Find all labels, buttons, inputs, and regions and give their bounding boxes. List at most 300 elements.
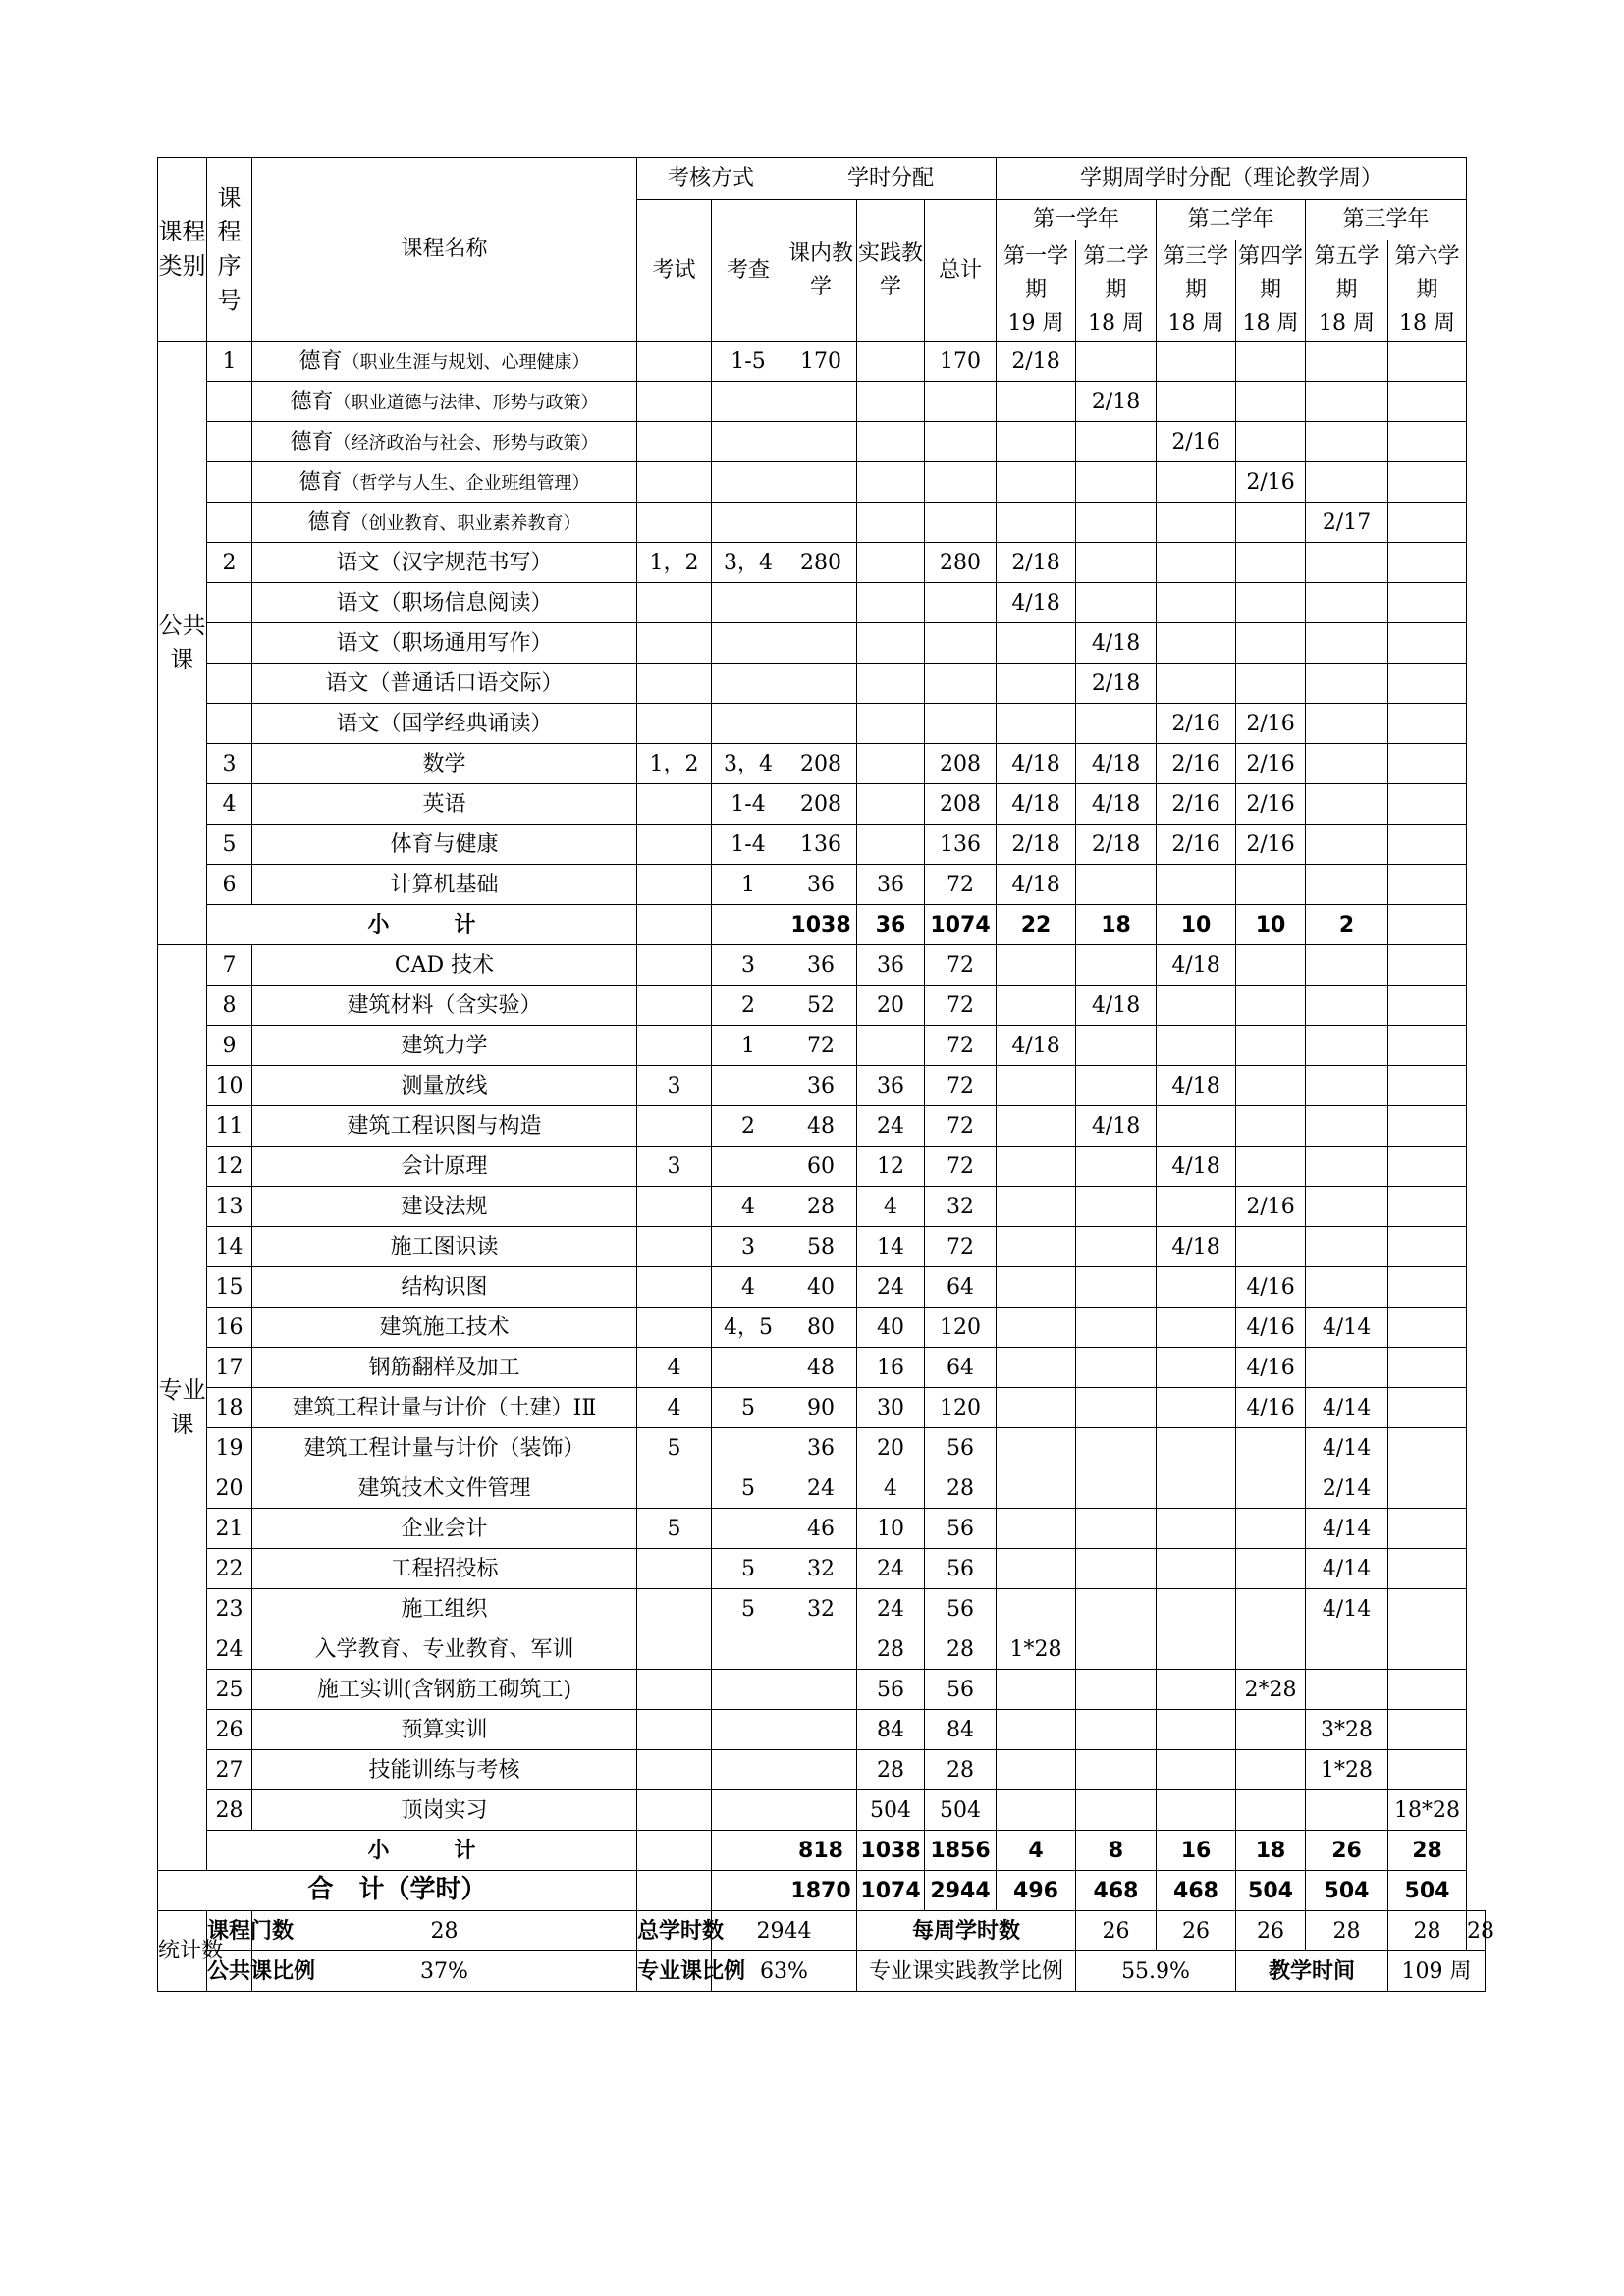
term-2-cell: 2/18 [1076,382,1157,422]
term-4-cell [1236,422,1306,462]
in-class-cell: 52 [785,986,857,1026]
course-name: 建筑施工技术 [379,1314,510,1340]
exam-cell: 1，2 [637,543,712,583]
term-2-cell [1076,1066,1157,1106]
term-6-cell [1388,1388,1467,1428]
grand-total-practice: 1074 [857,1871,925,1911]
header-practice: 实践教学 [857,200,925,342]
term-4-cell [1236,1147,1306,1187]
check-cell: 3 [712,945,785,986]
course-name-cell [252,1509,637,1549]
category-public [158,342,207,945]
seq-cell: 19 [207,1428,252,1468]
course-name-cell [252,543,637,583]
course-name-cell [252,744,637,784]
term-5-cell [1306,784,1388,825]
subtotal-term-2: 8 [1076,1831,1157,1871]
term-2-cell [1076,1468,1157,1509]
course-name-cell [252,1066,637,1106]
practice-cell: 56 [857,1670,925,1710]
table-row [158,1106,1486,1147]
total-cell [925,623,997,664]
seq-cell: 9 [207,1026,252,1066]
check-cell [712,704,785,744]
course-name-cell [252,382,637,422]
seq-cell: 23 [207,1589,252,1629]
seq-cell: 4 [207,784,252,825]
course-name: 工程招投标 [390,1556,499,1581]
table-row [158,1267,1486,1308]
term-4-cell [1236,945,1306,986]
course-name: 入学教育、专业教育、军训 [314,1636,574,1662]
practice-cell [857,462,925,503]
term-5-cell [1306,1187,1388,1227]
check-cell [712,503,785,543]
term-3-cell [1157,986,1236,1026]
term-5-cell [1306,543,1388,583]
practice-cell: 24 [857,1589,925,1629]
practice-cell [857,543,925,583]
term-4-cell [1236,1468,1306,1509]
exam-cell [637,1589,712,1629]
term-5-cell: 4/14 [1306,1428,1388,1468]
total-cell [925,503,997,543]
term-4-cell: 4/16 [1236,1267,1306,1308]
course-name: 德育 [298,348,343,374]
course-name-cell [252,1589,637,1629]
term-3-cell [1157,503,1236,543]
subtotal-row [158,1831,1486,1871]
term-2-cell: 4/18 [1076,986,1157,1026]
term-3-cell: 4/18 [1157,1147,1236,1187]
practice-cell: 4 [857,1468,925,1509]
check-cell [712,1428,785,1468]
practice-cell: 84 [857,1710,925,1750]
in-class-cell: 32 [785,1549,857,1589]
seq-cell: 24 [207,1629,252,1670]
table-row [158,1750,1486,1790]
header-year-2: 第二学年 [1157,200,1306,240]
major-ratio-label: 专业课比例 [637,1951,712,1992]
practice-cell: 16 [857,1348,925,1388]
total-cell [925,583,997,623]
term-1-cell [997,945,1076,986]
exam-cell: 4 [637,1348,712,1388]
term-5-cell [1306,1147,1388,1187]
term-name: 第六学期 [1394,244,1460,303]
course-name-cell [252,986,637,1026]
subtotal-term-1: 22 [997,905,1076,945]
term-5-cell [1306,1670,1388,1710]
grand-total-label: 合 计（学时） [158,1871,637,1911]
term-weeks: 18 周 [1088,311,1145,337]
term-6-cell [1388,664,1467,704]
term-6-cell [1388,1348,1467,1388]
term-6-cell: 18*28 [1388,1790,1467,1831]
term-4-cell [1236,1026,1306,1066]
grand-total-check [712,1871,785,1911]
weekly-hours-label: 每周学时数 [857,1911,1076,1951]
term-1-cell: 2/18 [997,825,1076,865]
in-class-cell [785,422,857,462]
course-name-cell [252,1106,637,1147]
course-name: 体育与健康 [390,831,499,857]
seq-cell [207,583,252,623]
term-2-cell [1076,1308,1157,1348]
term-4-cell: 4/16 [1236,1388,1306,1428]
course-name: 企业会计 [401,1516,488,1541]
term-2-cell [1076,1147,1157,1187]
course-name-cell [252,462,637,503]
course-note: （哲学与人生、企业班组管理） [342,472,590,494]
subtotal-term-2: 18 [1076,905,1157,945]
in-class-cell: 60 [785,1147,857,1187]
header-course-name: 课程名称 [252,158,637,342]
course-name: 英语 [422,791,466,817]
check-cell: 4，5 [712,1308,785,1348]
course-name-cell [252,623,637,664]
header-weekly: 学期周学时分配（理论教学周） [997,158,1467,200]
header-term-1 [997,240,1076,342]
grand-total-row [158,1871,1486,1911]
term-2-cell [1076,1388,1157,1428]
check-cell [712,623,785,664]
total-cell: 56 [925,1428,997,1468]
table-row [158,1066,1486,1106]
term-2-cell [1076,1589,1157,1629]
course-name: 建筑材料（含实验） [347,992,542,1018]
course-name: 建筑力学 [401,1033,488,1058]
in-class-cell [785,1670,857,1710]
total-cell: 72 [925,986,997,1026]
subtotal-row [158,905,1486,945]
term-3-cell [1157,1428,1236,1468]
term-5-cell [1306,704,1388,744]
term-1-cell [997,1790,1076,1831]
term-1-cell [997,623,1076,664]
term-2-cell [1076,342,1157,382]
practice-cell [857,583,925,623]
term-weeks: 18 周 [1319,311,1376,337]
total-hours-value: 2944 [712,1911,857,1951]
term-2-cell [1076,1549,1157,1589]
curriculum-table [157,157,1495,1992]
term-5-cell: 4/14 [1306,1589,1388,1629]
term-5-cell [1306,1066,1388,1106]
check-cell [712,1670,785,1710]
term-3-cell [1157,1710,1236,1750]
exam-cell [637,382,712,422]
header-term-6 [1388,240,1467,342]
term-5-cell: 4/14 [1306,1388,1388,1428]
term-4-cell: 2/16 [1236,744,1306,784]
term-6-cell [1388,1670,1467,1710]
term-1-cell [997,1750,1076,1790]
seq-cell: 18 [207,1388,252,1428]
term-6-cell [1388,1589,1467,1629]
seq-cell: 13 [207,1187,252,1227]
term-4-cell [1236,1790,1306,1831]
term-2-cell [1076,503,1157,543]
public-ratio-value: 37% [252,1951,637,1992]
course-count-value: 28 [252,1911,637,1951]
practice-cell: 36 [857,865,925,905]
term-5-cell: 4/14 [1306,1509,1388,1549]
term-2-cell: 2/18 [1076,825,1157,865]
table-row [158,1790,1486,1831]
table-row [158,986,1486,1026]
in-class-cell: 80 [785,1308,857,1348]
term-name: 第一学期 [1003,244,1069,303]
table-row [158,664,1486,704]
term-6-cell [1388,704,1467,744]
practice-cell [857,825,925,865]
term-5-cell [1306,1790,1388,1831]
check-cell: 5 [712,1468,785,1509]
seq-cell: 27 [207,1750,252,1790]
exam-cell: 3 [637,1147,712,1187]
subtotal-check [712,1831,785,1871]
term-4-cell [1236,1509,1306,1549]
table-row [158,382,1486,422]
subtotal-exam [637,905,712,945]
term-5-cell: 1*28 [1306,1750,1388,1790]
term-4-cell [1236,1066,1306,1106]
term-4-cell: 2/16 [1236,704,1306,744]
total-cell: 28 [925,1629,997,1670]
term-4-cell: 2/16 [1236,784,1306,825]
category-major [158,945,207,1871]
term-3-cell [1157,1670,1236,1710]
subtotal-term-5: 2 [1306,905,1388,945]
term-5-cell [1306,1227,1388,1267]
total-cell [925,664,997,704]
exam-cell: 5 [637,1428,712,1468]
term-3-cell [1157,1790,1236,1831]
practice-cell: 28 [857,1750,925,1790]
term-6-cell [1388,865,1467,905]
seq-cell: 11 [207,1106,252,1147]
exam-cell [637,1227,712,1267]
subtotal-term-3: 16 [1157,1831,1236,1871]
term-6-cell [1388,1549,1467,1589]
category-label: 专业课 [158,1376,206,1439]
term-name: 第四学期 [1238,244,1304,303]
term-2-cell [1076,1026,1157,1066]
total-cell: 280 [925,543,997,583]
term-1-cell [997,503,1076,543]
header-term-3 [1157,240,1236,342]
term-3-cell [1157,543,1236,583]
in-class-cell [785,583,857,623]
course-name-cell [252,1549,637,1589]
course-name: 钢筋翻样及加工 [368,1355,520,1380]
term-2-cell [1076,1187,1157,1227]
term-1-cell [997,382,1076,422]
term-3-cell [1157,1348,1236,1388]
term-1-cell [997,1267,1076,1308]
exam-cell [637,1790,712,1831]
in-class-cell: 208 [785,784,857,825]
check-cell [712,1509,785,1549]
table-row [158,1589,1486,1629]
in-class-cell: 36 [785,945,857,986]
table-row [158,1348,1486,1388]
course-note: （经济政治与社会、形势与政策） [333,432,599,454]
practice-cell: 20 [857,986,925,1026]
total-cell: 72 [925,1227,997,1267]
term-1-cell [997,1308,1076,1348]
weekly-hours-term-3: 26 [1236,1911,1306,1951]
grand-total-term-5: 504 [1306,1871,1388,1911]
term-1-cell [997,1388,1076,1428]
course-note: （职业道德与法律、形势与政策） [333,392,599,413]
practice-cell: 30 [857,1388,925,1428]
check-cell: 3 [712,1227,785,1267]
term-1-cell [997,1147,1076,1187]
table-row [158,543,1486,583]
term-2-cell [1076,1790,1157,1831]
check-cell: 1 [712,1026,785,1066]
seq-cell [207,664,252,704]
term-4-cell [1236,1227,1306,1267]
exam-cell [637,784,712,825]
grand-total-term-1: 496 [997,1871,1076,1911]
term-6-cell [1388,623,1467,664]
term-5-cell: 2/14 [1306,1468,1388,1509]
in-class-cell: 36 [785,1428,857,1468]
exam-cell [637,664,712,704]
term-1-cell: 2/18 [997,342,1076,382]
course-name-cell [252,1348,637,1388]
total-cell [925,382,997,422]
seq-cell [207,503,252,543]
course-name: 会计原理 [401,1153,488,1179]
in-class-cell: 48 [785,1106,857,1147]
in-class-cell [785,462,857,503]
table-row [158,1509,1486,1549]
term-3-cell [1157,664,1236,704]
exam-cell [637,825,712,865]
check-cell [712,422,785,462]
check-cell: 5 [712,1589,785,1629]
header-check: 考查 [712,200,785,342]
in-class-cell: 280 [785,543,857,583]
practice-cell [857,503,925,543]
total-cell: 64 [925,1267,997,1308]
course-note: （创业教育、职业素养教育） [351,512,581,534]
course-name-cell [252,1468,637,1509]
category-label: 公共课 [158,612,206,674]
seq-cell: 8 [207,986,252,1026]
subtotal-term-3: 10 [1157,905,1236,945]
term-6-cell [1388,503,1467,543]
term-1-cell [997,1549,1076,1589]
term-1-cell [997,1227,1076,1267]
check-cell [712,462,785,503]
term-6-cell [1388,462,1467,503]
term-1-cell: 4/18 [997,1026,1076,1066]
in-class-cell: 58 [785,1227,857,1267]
header-seq: 课程序号 [207,158,252,342]
total-cell: 84 [925,1710,997,1750]
course-name: 施工图识读 [390,1234,499,1259]
total-cell: 72 [925,1147,997,1187]
term-2-cell: 2/18 [1076,664,1157,704]
course-name: 德育 [290,429,334,454]
term-3-cell: 2/16 [1157,422,1236,462]
practice-cell: 12 [857,1147,925,1187]
table-row [158,583,1486,623]
seq-cell: 25 [207,1670,252,1710]
header-year-1: 第一学年 [997,200,1157,240]
total-cell: 72 [925,1106,997,1147]
term-1-cell: 1*28 [997,1629,1076,1670]
term-2-cell: 4/18 [1076,623,1157,664]
in-class-cell: 90 [785,1388,857,1428]
term-5-cell [1306,1348,1388,1388]
practice-cell: 10 [857,1509,925,1549]
total-cell: 56 [925,1670,997,1710]
header-in-class: 课内教学 [785,200,857,342]
check-cell [712,382,785,422]
term-2-cell [1076,1710,1157,1750]
seq-cell [207,462,252,503]
term-name: 第二学期 [1083,244,1149,303]
exam-cell [637,1106,712,1147]
term-6-cell [1388,1187,1467,1227]
term-1-cell [997,986,1076,1026]
subtotal-term-1: 4 [997,1831,1076,1871]
term-4-cell: 2/16 [1236,825,1306,865]
term-6-cell [1388,422,1467,462]
term-3-cell [1157,1629,1236,1670]
exam-cell [637,1187,712,1227]
term-2-cell [1076,704,1157,744]
term-6-cell [1388,1267,1467,1308]
in-class-cell [785,1710,857,1750]
term-1-cell [997,1066,1076,1106]
term-5-cell: 2/17 [1306,503,1388,543]
exam-cell: 3 [637,1066,712,1106]
course-name-cell [252,422,637,462]
course-name-cell [252,1790,637,1831]
term-6-cell [1388,945,1467,986]
term-1-cell: 4/18 [997,744,1076,784]
exam-cell: 4 [637,1388,712,1428]
course-name: 技能训练与考核 [368,1757,520,1783]
term-5-cell [1306,1106,1388,1147]
term-1-cell: 4/18 [997,865,1076,905]
term-2-cell [1076,1348,1157,1388]
course-name: 语文（国学经典诵读） [336,711,553,736]
table-row [158,342,1486,382]
course-name: 数学 [422,751,466,776]
course-name: 建筑工程计量与计价（土建）ⅠⅡ [292,1395,597,1420]
seq-cell: 28 [207,1790,252,1831]
course-name: 施工组织 [401,1596,488,1622]
seq-cell: 21 [207,1509,252,1549]
seq-cell: 14 [207,1227,252,1267]
exam-cell [637,1710,712,1750]
seq-cell: 20 [207,1468,252,1509]
header-total: 总计 [925,200,997,342]
term-5-cell [1306,382,1388,422]
subtotal-term-6 [1388,905,1467,945]
course-name-cell [252,1026,637,1066]
term-4-cell [1236,583,1306,623]
table-row [158,1710,1486,1750]
